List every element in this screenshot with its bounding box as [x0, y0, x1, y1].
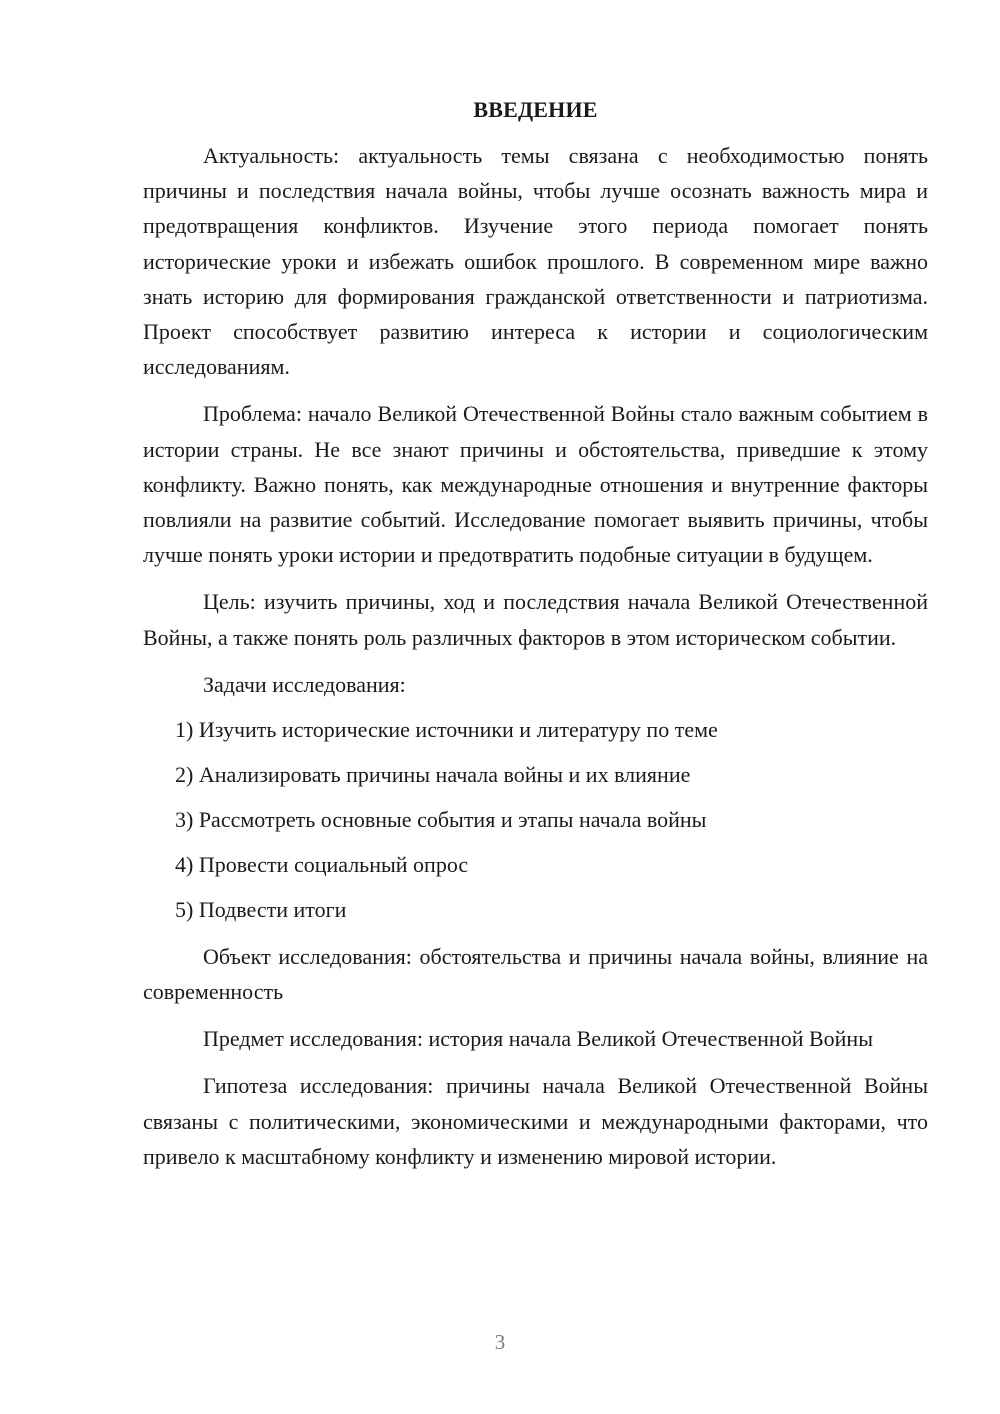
paragraph-hypothesis: Гипотеза исследования: причины начала Великой Отечественной Войны связаны с политическими, экономическими и международными факторами, что привело к масштабному конфликту и изменению мировой истории.	[143, 1073, 928, 1169]
section-heading: ВВЕДЕНИЕ	[473, 97, 598, 122]
spacer	[143, 655, 928, 667]
paragraph-problem: Проблема: начало Великой Отечественной Войны стало важным событием в истории страны. Не все знают причины и обстоятельства, приведшие к этому конфликту. Важно понять, как международные отношения и внутренние факторы повлияли на развитие событий. Исследование помогает выявить причины, чтобы лучше понять уроки истории и предотвратить подобные ситуации в будущем.	[143, 401, 928, 568]
paragraph-goal: Цель: изучить причины, ход и последствия начала Великой Отечественной Войны, а также понять роль различных факторов в этом историческом событии.	[143, 589, 928, 650]
document-page	[143, 92, 928, 1174]
tasks-list	[143, 712, 928, 927]
task-item: 3) Рассмотреть основные события и этапы начала войны	[175, 806, 707, 832]
spacer	[143, 1009, 928, 1021]
spacer	[143, 572, 928, 584]
spacer	[143, 882, 928, 892]
task-item: 5) Подвести итоги	[175, 896, 347, 922]
spacer	[143, 927, 928, 939]
paragraph-object: Объект исследования: обстоятельства и причины начала войны, влияние на современность	[143, 943, 928, 1005]
task-item: 2) Анализировать причины начала войны и их влияние	[175, 761, 691, 787]
spacer	[143, 127, 928, 138]
spacer	[143, 1056, 928, 1068]
paragraph-relevance: Актуальность: актуальность темы связана с необходимостью понять причины и последствия начала войны, чтобы лучше осознать важность мира и предотвращения конфликтов. Изучение этого периода помогает понять исторические уроки и избежать ошибок прошлого. В современном мире важно знать историю для формирования гражданской ответственности и патриотизма. Проект способствует развитию интереса к истории и социологическим исследованиям.	[143, 143, 928, 380]
task-item: 4) Провести социальный опрос	[175, 851, 469, 877]
tasks-title: Задачи исследования:	[203, 671, 406, 697]
spacer	[143, 747, 928, 757]
task-item: 1) Изучить исторические источники и литературу по теме	[175, 716, 718, 742]
spacer	[143, 702, 928, 712]
paragraph-subject: Предмет исследования: история начала Великой Отечественной Войны	[203, 1026, 873, 1052]
spacer	[143, 837, 928, 847]
spacer	[143, 384, 928, 396]
spacer	[143, 792, 928, 802]
page-number: 3	[494, 1330, 506, 1354]
